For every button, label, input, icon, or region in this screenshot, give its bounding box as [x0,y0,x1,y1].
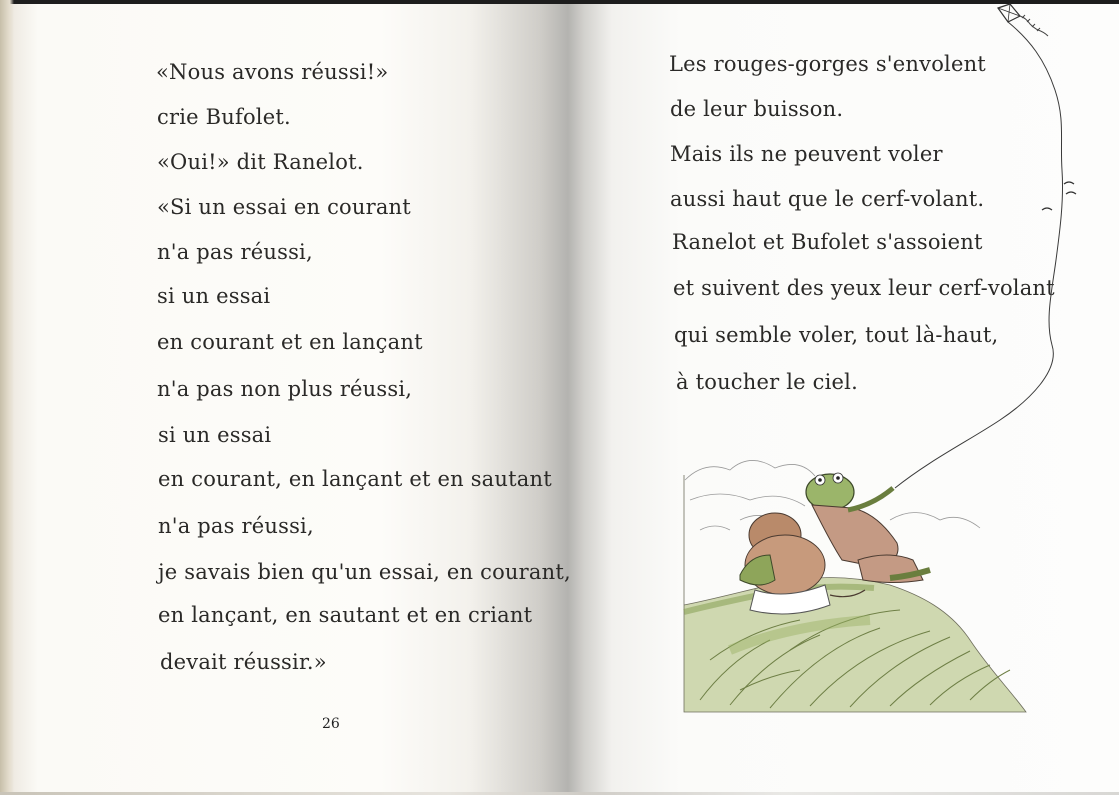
left-line-12: je savais bien qu'un essai, en courant, [158,560,571,584]
left-line-7: en courant et en lançant [157,330,423,354]
kite-string [895,22,1063,488]
right-line-6: et suivent des yeux leur cerf-volant [673,276,1055,300]
right-line-3: Mais ils ne peuvent voler [670,142,943,166]
left-line-13: en lançant, en sautant et en criant [158,603,533,627]
robin-icon-2 [1042,208,1052,210]
right-line-4: aussi haut que le cerf-volant. [670,187,985,211]
right-line-7: qui semble voler, tout là-haut, [674,323,999,347]
right-line-5: Ranelot et Bufolet s'assoient [672,230,983,254]
left-line-4: «Si un essai en courant [157,195,411,219]
left-line-2: crie Bufolet. [157,105,291,129]
left-line-1: «Nous avons réussi!» [156,60,389,84]
right-line-2: de leur buisson. [670,97,844,121]
left-line-5: n'a pas réussi, [157,240,313,264]
left-line-3: «Oui!» dit Ranelot. [157,150,364,174]
left-line-11: n'a pas réussi, [158,514,314,538]
robin-icon [1064,182,1076,194]
left-line-14: devait réussir.» [160,650,327,674]
frog-toad-kite-illustration [590,0,1119,795]
left-line-9: si un essai [158,423,272,447]
right-line-8: à toucher le ciel. [676,370,858,394]
left-line-6: si un essai [157,284,271,308]
page-number: 26 [322,716,340,732]
right-line-1: Les rouges-gorges s'envolent [669,52,986,76]
left-line-10: en courant, en lançant et en sautant [158,467,552,491]
right-page [590,0,1119,795]
kite-icon [998,4,1048,36]
left-line-8: n'a pas non plus réussi, [157,377,413,401]
